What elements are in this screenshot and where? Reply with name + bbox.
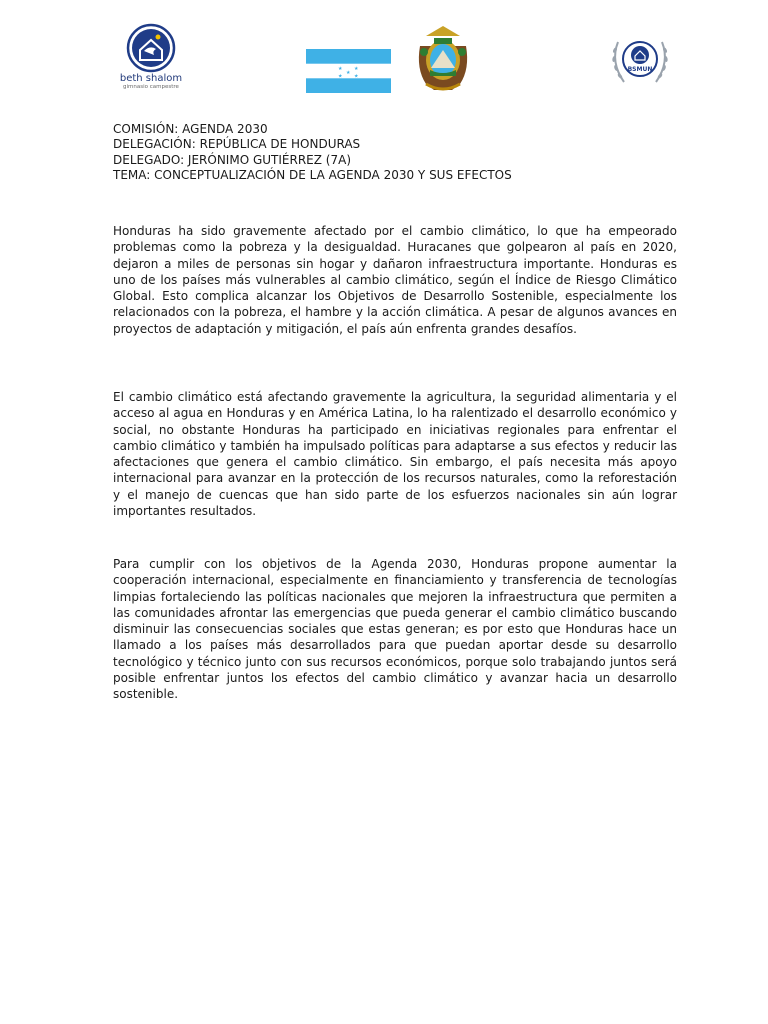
paragraph-3: Para cumplir con los objetivos de la Agenda 2030, Honduras propone aumentar la cooperación internacional, especialmente en financiamiento y transferencia de tecnologías limpias fortaleciendo las políticas nacionales que mejoren la infraestructura que permiten a las comunidades afrontar las emergencias que pueda generar el cambio climático buscando disminuir las consecuencias sociales que estas generan; es por esto que Honduras hace un llamado a los países más desarrollados para que puedan aportar desde su desarrollo tecnológico y técnico junto con sus recursos económicos, porque solo trabajando juntos será posible enfrentar juntos los efectos del cambio climático y avanzar hacia un desarrollo sostenible. <box>113 557 677 702</box>
tema-line: TEMA: CONCEPTUALIZACIÓN DE LA AGENDA 2030 Y SUS EFECTOS <box>113 167 512 182</box>
paragraph-2: El cambio climático está afectando gravemente la agricultura, la seguridad alimentaria y el acceso al agua en Honduras y en América Latina, lo ha ralentizado el desarrollo económico y social, no obstante Honduras ha participado en iniciativas regionales para enfrentar el cambio climático y también ha impulsado políticas para adaptarse a sus efectos y reducir las afectaciones que genera el cambio climático. Sin embargo, el país necesita más apoyo internacional para avanzar en la protección de los recursos naturales, como la reforestación y el manejo de cuencas que han sido parte de los esfuerzos nacionales sin aún lograr importantes resultados. <box>113 390 677 519</box>
svg-text:★: ★ <box>354 73 359 80</box>
document-header <box>113 122 512 183</box>
bsmun-logo <box>604 32 676 90</box>
svg-text:★: ★ <box>354 66 359 72</box>
honduras-flag <box>306 49 391 93</box>
bsmun-badge-text: BSMUN <box>627 66 653 73</box>
svg-text:★: ★ <box>346 70 351 76</box>
delegado-line: DELEGADO: JERÓNIMO GUTIÉRREZ (7A) <box>113 152 351 167</box>
svg-text:★: ★ <box>338 73 343 80</box>
honduras-coat-of-arms <box>416 24 470 94</box>
dove-house-icon <box>116 23 186 73</box>
school-name: beth shalom <box>119 73 183 84</box>
paragraph-1: Honduras ha sido gravemente afectado por el cambio climático, lo que ha empeorado problemas como la pobreza y la desigualdad. Huracanes que golpearon al país en 2020, dejaron a miles de personas sin hogar y dañaron infraestructura importante. Honduras es uno de los países más vulnerables al cambio climático, según el Índice de Riesgo Climático Global. Esto complica alcanzar los Objetivos de Desarrollo Sostenible, especialmente los relacionados con la pobreza, el hambre y la acción climática. A pesar de algunos avances en proyectos de adaptación y mitigación, el país aún enfrenta grandes desafíos. <box>113 224 677 336</box>
delegacion-line: DELEGACIÓN: REPÚBLICA DE HONDURAS <box>113 137 361 152</box>
svg-text:★: ★ <box>338 66 343 72</box>
beth-shalom-logo <box>116 23 188 95</box>
school-subtitle: gimnasio campestre <box>123 84 179 90</box>
comision-line: COMISIÓN: AGENDA 2030 <box>113 122 268 136</box>
